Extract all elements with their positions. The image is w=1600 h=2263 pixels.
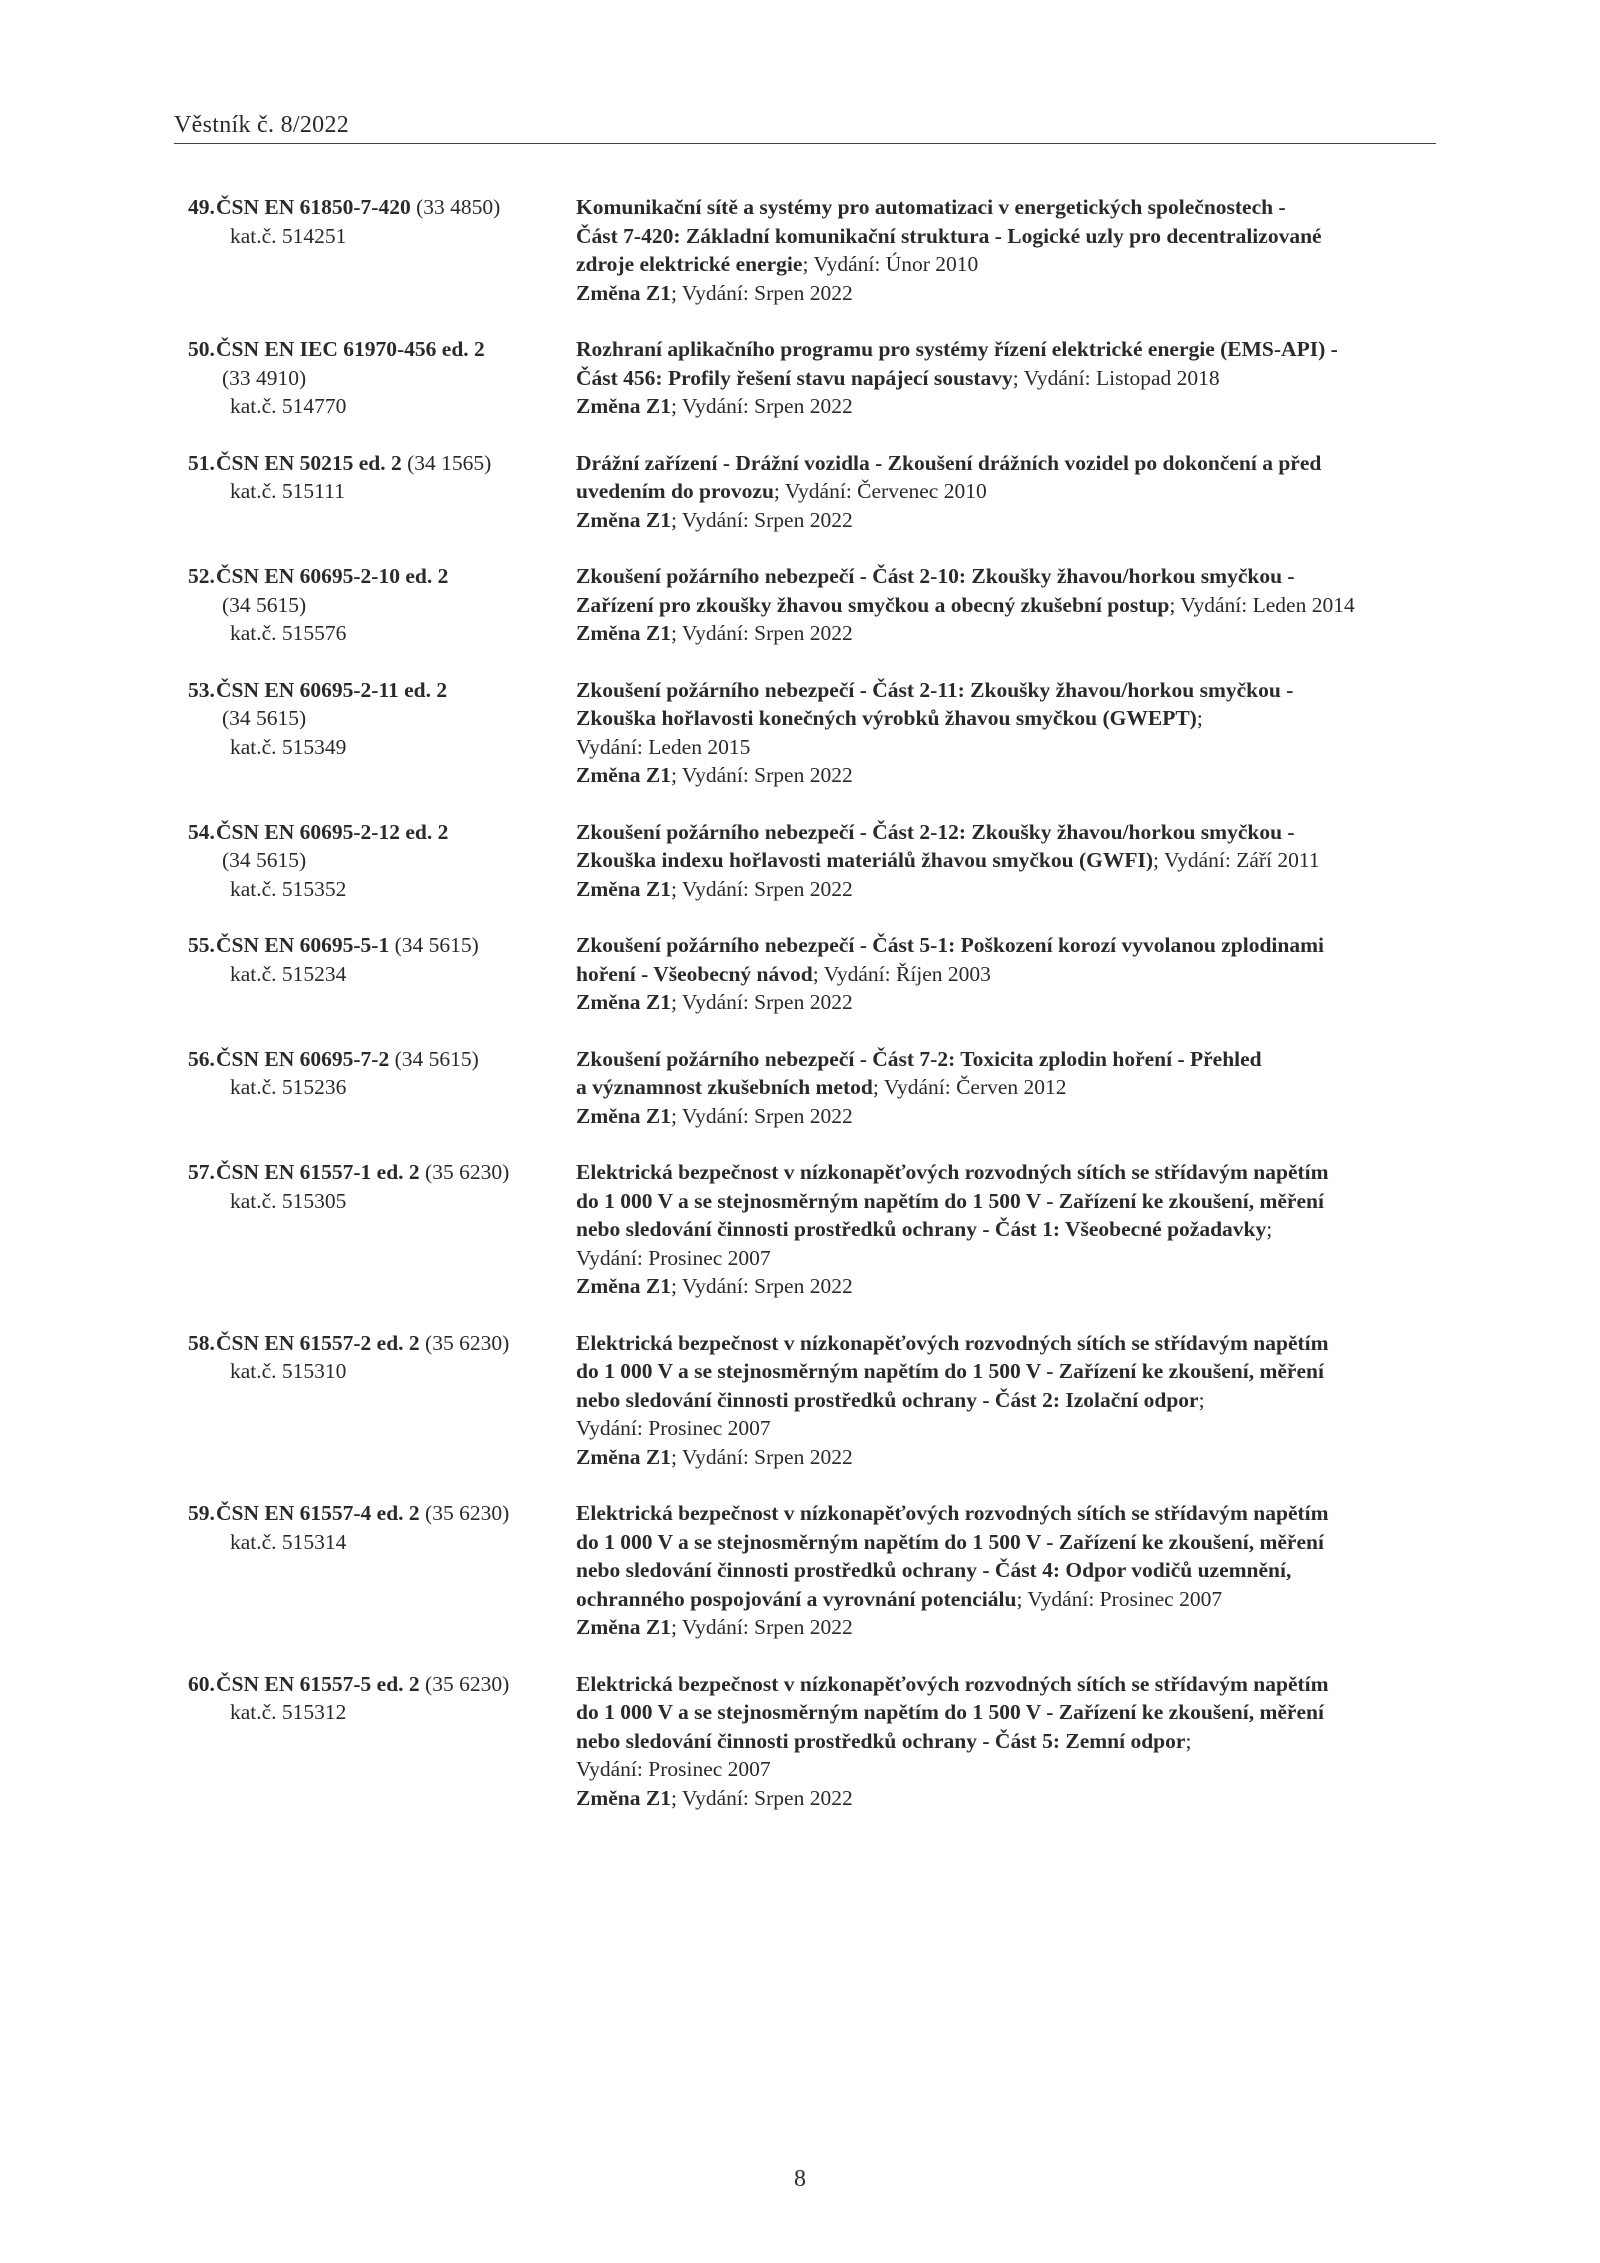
standard-title-line: nebo sledování činnosti prostředků ochrany - Část 5: Zemní odpor	[576, 1728, 1186, 1753]
standard-designation	[174, 1329, 576, 1472]
entry-number: 56.	[188, 1046, 215, 1071]
catalog-number: kat.č. 515236	[230, 1075, 347, 1099]
standard-description: Elektrická bezpečnost v nízkonapěťových rozvodných sítích se střídavým napětím do 1 000 V a se stejnosměrným napětím do 1 500 V - Zařízení ke zkoušení, měření nebo sledování činnosti prostředků ochrany - Část 1: Všeobecné požadavky; Vydání: Prosinec 2007 Změna Z1; Vydání: Srpen 2022	[576, 1158, 1436, 1301]
standard-entry	[174, 449, 1436, 535]
standard-code	[216, 933, 479, 957]
issue-date: Vydání: Prosinec 2007	[1027, 1586, 1223, 1611]
classification-code: (33 4850)	[416, 195, 501, 219]
standard-title-line: a významnost zkušebních metod	[576, 1075, 873, 1099]
amendment-label: Změna Z1	[576, 1103, 671, 1128]
amendment-line	[576, 1613, 1436, 1642]
issue-date: Vydání: Prosinec 2007	[576, 1757, 771, 1781]
catalog-number: kat.č. 515310	[230, 1359, 347, 1383]
classification-code: (34 5615)	[394, 933, 479, 957]
standard-title-line: nebo sledování činnosti prostředků ochrany - Část 4: Odpor vodičů uzemnění,	[576, 1558, 1292, 1582]
classification-code: (34 5615)	[222, 848, 307, 872]
amendment-issue-date: ; Vydání: Srpen 2022	[670, 1274, 853, 1298]
standard-description: Drážní zařízení - Drážní vozidla - Zkoušení drážních vozidel po dokončení a před uvedením do provozu; Vydání: Červenec 2010 Změna Z1; Vydání: Srpen 2022	[576, 449, 1436, 535]
standard-code-number: ČSN EN 60695-2-10 ed. 2	[216, 564, 449, 588]
issue-date: Vydání: Září 2011	[1163, 848, 1320, 872]
standard-title-line: Elektrická bezpečnost v nízkonapěťových rozvodných sítích se střídavým napětím	[576, 1671, 1329, 1696]
amendment-label: Změna Z1	[576, 394, 671, 418]
issue-date: Vydání: Červen 2012	[883, 1075, 1067, 1099]
standard-title-line: zdroje elektrické energie	[576, 252, 803, 276]
issue-date: Vydání: Prosinec 2007	[576, 1245, 771, 1270]
standard-code-number: ČSN EN 61850-7-420	[216, 195, 411, 219]
standard-code	[216, 195, 500, 219]
catalog-number: kat.č. 515352	[230, 876, 347, 901]
amendment-line	[576, 875, 1436, 904]
standard-code-number: ČSN EN 61557-5 ed. 2	[216, 1671, 420, 1696]
entry-number: 54.	[188, 819, 215, 844]
standard-code-number: ČSN EN 60695-5-1	[216, 933, 390, 957]
standard-title	[576, 1331, 1329, 1412]
standard-title-line: Zkoušení požárního nebezpečí - Část 7-2: Toxicita zplodin hoření - Přehled	[576, 1046, 1262, 1071]
issue-date: Vydání: Červenec 2010	[784, 479, 987, 503]
classification-code: (34 5615)	[222, 592, 307, 617]
classification-code: (34 5615)	[222, 706, 307, 730]
classification-code: (35 6230)	[425, 1330, 510, 1355]
standard-code	[216, 564, 448, 588]
standard-code-number: ČSN EN 61557-4 ed. 2	[216, 1501, 420, 1525]
standard-code	[216, 678, 447, 702]
standard-title	[576, 337, 1338, 390]
amendment-issue-date: ; Vydání: Srpen 2022	[670, 1103, 853, 1128]
standard-designation	[174, 335, 576, 421]
page-header	[174, 112, 1436, 144]
entry-number: 59.	[188, 1501, 215, 1525]
standard-title-line: Elektrická bezpečnost v nízkonapěťových rozvodných sítích se střídavým napětím	[576, 1330, 1329, 1355]
standard-title-line: do 1 000 V a se stejnosměrným napětím do 1 500 V - Zařízení ke zkoušení, měření	[576, 1359, 1324, 1383]
amendment-issue-date: ; Vydání: Srpen 2022	[670, 990, 853, 1014]
journal-title: Věstník č. 8/2022	[174, 112, 350, 138]
standard-designation	[174, 818, 576, 904]
standard-title-line: Komunikační sítě a systémy pro automatizaci v energetických společnostech -	[576, 195, 1286, 219]
standard-code	[216, 1047, 479, 1071]
standard-entry	[174, 1329, 1436, 1472]
standard-code-number: ČSN EN 61557-2 ed. 2	[216, 1330, 420, 1355]
amendment-label: Změna Z1	[576, 1615, 671, 1639]
classification-code: (35 6230)	[425, 1160, 510, 1184]
standard-code-number: ČSN EN 50215 ed. 2	[216, 450, 402, 475]
standard-designation	[174, 676, 576, 790]
standard-description: Elektrická bezpečnost v nízkonapěťových rozvodných sítích se střídavým napětím do 1 000 V a se stejnosměrným napětím do 1 500 V - Zařízení ke zkoušení, měření nebo sledování činnosti prostředků ochrany - Část 2: Izolační odpor; Vydání: Prosinec 2007 Změna Z1; Vydání: Srpen 2022	[576, 1329, 1436, 1472]
amendment-line	[576, 619, 1436, 648]
catalog-number: kat.č. 514251	[230, 223, 347, 248]
standard-code	[216, 451, 491, 475]
standard-code-number: ČSN EN 60695-2-11 ed. 2	[216, 677, 448, 702]
standard-title-line: Zkouška hořlavosti konečných výrobků žhavou smyčkou (GWEPT)	[576, 706, 1197, 730]
standard-title-line: hoření - Všeobecný návod	[576, 961, 813, 986]
standard-title-line: ochranného pospojování a vyrovnání potenciálu	[576, 1586, 1017, 1611]
standard-description: Zkoušení požárního nebezpečí - Část 2-10: Zkoušky žhavou/horkou smyčkou - Zařízení pro zkoušky žhavou smyčkou a obecný zkušební postup; Vydání: Leden 2014 Změna Z1; Vydání: Srpen 2022	[576, 562, 1436, 648]
catalog-number: kat.č. 515314	[230, 1529, 347, 1554]
standards-list	[174, 193, 1436, 1840]
amendment-line	[576, 279, 1436, 308]
amendment-label: Změna Z1	[576, 1444, 671, 1469]
amendment-label: Změna Z1	[576, 763, 671, 787]
standard-code	[216, 1672, 509, 1696]
standard-title-line: Část 456: Profily řešení stavu napájecí soustavy	[576, 365, 1013, 390]
standard-title-line: do 1 000 V a se stejnosměrným napětím do 1 500 V - Zařízení ke zkoušení, měření	[576, 1700, 1324, 1724]
standard-designation	[174, 1158, 576, 1301]
classification-code: (35 6230)	[425, 1671, 510, 1696]
amendment-issue-date: ; Vydání: Srpen 2022	[670, 876, 853, 901]
standard-code	[216, 1160, 509, 1184]
standard-entry	[174, 335, 1436, 421]
amendment-line	[576, 392, 1436, 421]
issue-date: Vydání: Listopad 2018	[1023, 365, 1220, 390]
entry-number: 55.	[188, 933, 215, 957]
catalog-number: kat.č. 515305	[230, 1188, 347, 1213]
amendment-issue-date: ; Vydání: Srpen 2022	[670, 507, 853, 532]
standard-title-line: Zkoušení požárního nebezpečí - Část 2-12: Zkoušky žhavou/horkou smyčkou -	[576, 819, 1295, 844]
standard-description: Zkoušení požárního nebezpečí - Část 7-2: Toxicita zplodin hoření - Přehled a významnost zkušebních metod; Vydání: Červen 2012 Změna Z1; Vydání: Srpen 2022	[576, 1045, 1436, 1131]
classification-code: (34 5615)	[394, 1046, 479, 1071]
standard-code	[216, 337, 485, 361]
standard-title	[576, 1672, 1329, 1753]
catalog-number: kat.č. 515576	[230, 621, 347, 645]
standard-designation	[174, 1045, 576, 1131]
standard-title-line: do 1 000 V a se stejnosměrným napětím do 1 500 V - Zařízení ke zkoušení, měření	[576, 1188, 1324, 1213]
classification-code: (33 4910)	[222, 365, 307, 390]
amendment-line	[576, 1784, 1436, 1813]
amendment-line	[576, 1443, 1436, 1472]
catalog-number: kat.č. 515312	[230, 1700, 347, 1724]
standard-code-number: ČSN EN 60695-2-12 ed. 2	[216, 819, 449, 844]
standard-designation	[174, 1670, 576, 1813]
standard-entry	[174, 931, 1436, 1017]
standard-code-number: ČSN EN 61557-1 ed. 2	[216, 1160, 420, 1184]
standard-entry	[174, 1670, 1436, 1813]
standard-description: Zkoušení požárního nebezpečí - Část 2-11: Zkoušky žhavou/horkou smyčkou - Zkouška hořlavosti konečných výrobků žhavou smyčkou (GWEPT); Vydání: Leden 2015 Změna Z1; Vydání: Srpen 2022	[576, 676, 1436, 790]
amendment-label: Změna Z1	[576, 507, 671, 532]
catalog-number: kat.č. 515111	[230, 479, 345, 503]
issue-date: Vydání: Únor 2010	[813, 252, 979, 276]
entry-number: 60.	[188, 1671, 215, 1696]
issue-date: Vydání: Leden 2015	[576, 734, 751, 759]
catalog-number: kat.č. 514770	[230, 394, 347, 418]
issue-date: Vydání: Říjen 2003	[823, 961, 991, 986]
amendment-line	[576, 506, 1436, 535]
standard-title-line: Zařízení pro zkoušky žhavou smyčkou a obecný zkušební postup	[576, 592, 1170, 617]
entry-number: 49.	[188, 195, 215, 219]
standard-entry	[174, 1158, 1436, 1301]
standard-description: Elektrická bezpečnost v nízkonapěťových rozvodných sítích se střídavým napětím do 1 000 V a se stejnosměrným napětím do 1 500 V - Zařízení ke zkoušení, měření nebo sledování činnosti prostředků ochrany - Část 4: Odpor vodičů uzemnění, ochranného pospojování a vyrovnání potenciálu; Vydání: Prosinec 2007 Změna Z1; Vydání: Srpen 2022	[576, 1499, 1436, 1642]
amendment-issue-date: ; Vydání: Srpen 2022	[670, 763, 853, 787]
entry-number: 50.	[188, 337, 215, 361]
standard-entry	[174, 818, 1436, 904]
standard-entry	[174, 1499, 1436, 1642]
standard-designation	[174, 193, 576, 307]
standard-title-line: Elektrická bezpečnost v nízkonapěťových rozvodných sítích se střídavým napětím	[576, 1160, 1329, 1184]
standard-title-line: Elektrická bezpečnost v nízkonapěťových rozvodných sítích se střídavým napětím	[576, 1501, 1329, 1525]
entry-number: 51.	[188, 450, 215, 475]
standard-title-line: Zkoušení požárního nebezpečí - Část 2-10: Zkoušky žhavou/horkou smyčkou -	[576, 564, 1295, 588]
amendment-label: Změna Z1	[576, 280, 671, 305]
entry-number: 57.	[188, 1160, 215, 1184]
standard-code-number: ČSN EN 60695-7-2	[216, 1046, 390, 1071]
amendment-label: Změna Z1	[576, 1274, 671, 1298]
amendment-issue-date: ; Vydání: Srpen 2022	[670, 394, 853, 418]
standard-title-line: Zkoušení požárního nebezpečí - Část 2-11: Zkoušky žhavou/horkou smyčkou -	[576, 677, 1294, 702]
amendment-label: Změna Z1	[576, 621, 671, 645]
amendment-line	[576, 988, 1436, 1017]
standard-title	[576, 678, 1293, 731]
page-number: 8	[794, 2166, 806, 2192]
catalog-number: kat.č. 515234	[230, 961, 347, 986]
classification-code: (35 6230)	[425, 1501, 510, 1525]
standard-designation	[174, 1499, 576, 1642]
standard-description: Rozhraní aplikačního programu pro systémy řízení elektrické energie (EMS-API) - Část 456: Profily řešení stavu napájecí soustavy; Vydání: Listopad 2018 Změna Z1; Vydání: Srpen 2022	[576, 335, 1436, 421]
standard-entry	[174, 1045, 1436, 1131]
standard-title-line: Zkoušení požárního nebezpečí - Část 5-1: Poškození korozí vyvolanou zplodinami	[576, 933, 1324, 957]
issue-date: Vydání: Leden 2014	[1180, 592, 1355, 617]
classification-code: (34 1565)	[407, 450, 492, 475]
standard-title-line: nebo sledování činnosti prostředků ochrany - Část 1: Všeobecné požadavky	[576, 1217, 1267, 1241]
amendment-issue-date: ; Vydání: Srpen 2022	[670, 1444, 853, 1469]
amendment-issue-date: ; Vydání: Srpen 2022	[670, 280, 853, 305]
standard-entry	[174, 676, 1436, 790]
standard-code	[216, 1501, 509, 1525]
standard-description: Elektrická bezpečnost v nízkonapěťových rozvodných sítích se střídavým napětím do 1 000 V a se stejnosměrným napětím do 1 500 V - Zařízení ke zkoušení, měření nebo sledování činnosti prostředků ochrany - Část 5: Zemní odpor; Vydání: Prosinec 2007 Změna Z1; Vydání: Srpen 2022	[576, 1670, 1436, 1813]
standard-designation	[174, 931, 576, 1017]
standard-title-line: Zkouška indexu hořlavosti materiálů žhavou smyčkou (GWFI)	[576, 848, 1153, 872]
amendment-label: Změna Z1	[576, 1785, 671, 1810]
issue-date: Vydání: Prosinec 2007	[576, 1416, 771, 1440]
amendment-issue-date: ; Vydání: Srpen 2022	[670, 621, 853, 645]
standard-code-number: ČSN EN IEC 61970-456 ed. 2	[216, 337, 485, 361]
standard-designation	[174, 449, 576, 535]
amendment-line	[576, 1272, 1436, 1301]
standard-description: Zkoušení požárního nebezpečí - Část 2-12: Zkoušky žhavou/horkou smyčkou - Zkouška indexu hořlavosti materiálů žhavou smyčkou (GWFI); Vydání: Září 2011 Změna Z1; Vydání: Srpen 2022	[576, 818, 1436, 904]
amendment-label: Změna Z1	[576, 876, 671, 901]
standard-title-line: Drážní zařízení - Drážní vozidla - Zkoušení drážních vozidel po dokončení a před	[576, 450, 1322, 475]
standard-code	[216, 1331, 509, 1355]
amendment-line	[576, 761, 1436, 790]
standard-description: Zkoušení požárního nebezpečí - Část 5-1: Poškození korozí vyvolanou zplodinami hoření - Všeobecný návod; Vydání: Říjen 2003 Změna Z1; Vydání: Srpen 2022	[576, 931, 1436, 1017]
standard-entry	[174, 193, 1436, 307]
standard-code	[216, 820, 448, 844]
entry-number: 53.	[188, 677, 215, 702]
standard-description: Komunikační sítě a systémy pro automatizaci v energetických společnostech - Část 7-420: Základní komunikační struktura - Logické uzly pro decentralizované zdroje elektrické energie; Vydání: Únor 2010 Změna Z1; Vydání: Srpen 2022	[576, 193, 1436, 307]
standard-title-line: Část 7-420: Základní komunikační struktura - Logické uzly pro decentralizované	[576, 223, 1322, 248]
amendment-issue-date: ; Vydání: Srpen 2022	[670, 1615, 853, 1639]
catalog-number: kat.č. 515349	[230, 734, 347, 759]
standard-title-line: uvedením do provozu	[576, 479, 774, 503]
entry-number: 58.	[188, 1330, 215, 1355]
entry-number: 52.	[188, 564, 215, 588]
standard-title	[576, 1160, 1329, 1241]
standard-title-line: Rozhraní aplikačního programu pro systémy řízení elektrické energie (EMS-API) -	[576, 337, 1338, 361]
standard-designation	[174, 562, 576, 648]
amendment-issue-date: ; Vydání: Srpen 2022	[670, 1785, 853, 1810]
amendment-line	[576, 1102, 1436, 1131]
standard-entry	[174, 562, 1436, 648]
standard-title-line: nebo sledování činnosti prostředků ochrany - Část 2: Izolační odpor	[576, 1387, 1199, 1412]
amendment-label: Změna Z1	[576, 990, 671, 1014]
standard-title-line: do 1 000 V a se stejnosměrným napětím do 1 500 V - Zařízení ke zkoušení, měření	[576, 1529, 1324, 1554]
